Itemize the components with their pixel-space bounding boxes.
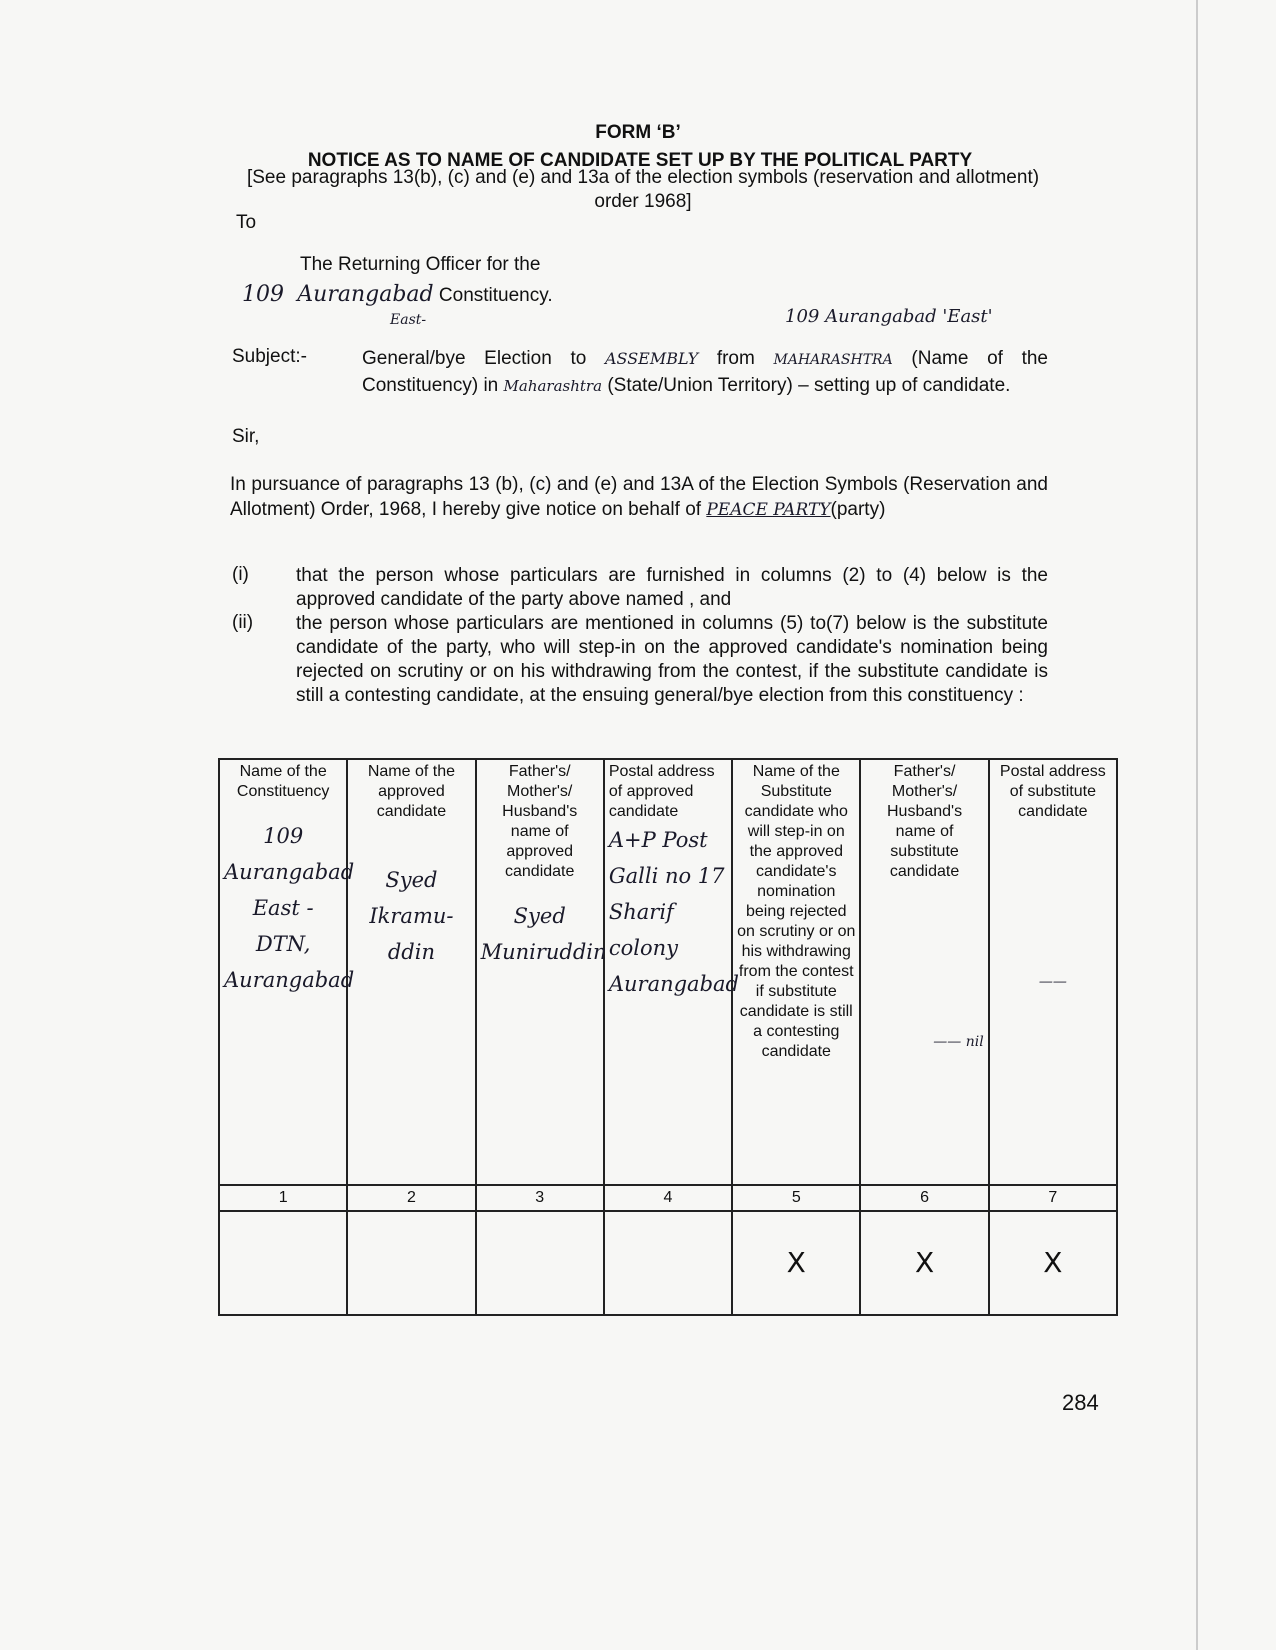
from-value: MAHARASHTRA (773, 352, 893, 368)
column-number: 7 (989, 1185, 1117, 1211)
column-number: 5 (732, 1185, 860, 1211)
column-header: Father's/ Mother's/ Husband's name of approved candidate (502, 763, 578, 880)
party-suffix: (party) (830, 499, 886, 520)
reference-note: [See paragraphs 13(b), (c) and (e) and 13a of the election symbols (reservation and allotment) order 1968] (246, 167, 1040, 212)
constituency-name: Aurangabad (297, 282, 434, 307)
constituency-line (242, 282, 553, 307)
column-header: Name of the approved candidate (367, 763, 455, 820)
clause-1-num: (i) (232, 564, 249, 585)
column-number-row (219, 1185, 1117, 1211)
subject-part: from (716, 348, 755, 369)
subject-label: Subject:- (232, 346, 307, 367)
column-header: Name of the Constituency (236, 763, 330, 800)
table-cell (860, 759, 988, 1185)
table-cell (604, 1211, 732, 1315)
table-cell (989, 759, 1117, 1185)
cell-value: Syed Ikramu-ddin (369, 868, 454, 964)
table-cell (347, 759, 475, 1185)
column-header: Postal address of approved candidate (608, 763, 715, 820)
cell-value: A+P Post Galli no 17 Sharif colony Aurangabad (608, 828, 739, 996)
subject-text (362, 346, 1048, 399)
column-header: Postal address of substitute candidate (999, 763, 1106, 820)
table-cell (732, 759, 860, 1185)
column-number: 3 (476, 1185, 604, 1211)
election-to: ASSEMBLY (604, 349, 699, 368)
table-cell (219, 1211, 347, 1315)
page-number: 284 (1062, 1390, 1099, 1415)
subject-part: (State/Union Territory) – setting up of candidate. (607, 375, 1011, 396)
table-header-row (219, 759, 1117, 1185)
form-title: NOTICE AS TO NAME OF CANDIDATE SET UP BY THE POLITICAL PARTY (307, 150, 973, 171)
to-label: To (236, 212, 257, 233)
subject-part: (Name of the Constituency) in (362, 348, 1048, 396)
cell-value: —— (1038, 974, 1067, 990)
table-cell (347, 1211, 475, 1315)
table-cell (476, 1211, 604, 1315)
body-text: In pursuance of paragraphs 13 (b), (c) and (e) and 13A of the Election Symbols (Reservation and Allotment) Order, 1968, I hereby give notice on behalf of (230, 474, 1048, 520)
table-cell (604, 759, 739, 1185)
scan-edge (1196, 0, 1198, 1650)
column-number: 1 (219, 1185, 347, 1211)
cell-value: 109 Aurangabad East - DTN, Aurangabad (224, 824, 355, 992)
cross-mark: X (989, 1211, 1117, 1315)
column-number: 6 (860, 1185, 988, 1211)
addressee: The Returning Officer for the (300, 254, 541, 275)
clause-1-text: that the person whose particulars are furnished in columns (2) to (4) below is the approved candidate of the party above named , and (296, 565, 1048, 610)
state-value: Maharashtra (503, 377, 603, 395)
column-header: Father's/ Mother's/ Husband's name of substitute candidate (886, 763, 963, 880)
body-paragraph (230, 472, 1048, 523)
party-name: PEACE PARTY (706, 500, 831, 520)
column-header: Name of the Substitute candidate who will step-in on the approved candidate's nomination being rejected on scrutiny or on his withdrawing from the contest if substitute candidate is still a contesting candidate (737, 763, 856, 1060)
table-row (219, 1211, 1117, 1315)
from-above-note: 109 Aurangabad 'East' (785, 306, 993, 327)
cross-mark: X (732, 1211, 860, 1315)
column-number: 4 (604, 1185, 732, 1211)
cell-value: Syed Muniruddin (480, 904, 607, 964)
subject-part: General/bye Election to (362, 348, 587, 369)
constituency-east: East- (390, 312, 427, 328)
table-cell (219, 759, 355, 1185)
constituency-suffix: Constituency. (438, 285, 553, 306)
table-cell (476, 759, 607, 1185)
candidate-table (218, 758, 1118, 1316)
cross-mark: X (860, 1211, 988, 1315)
column-number: 2 (347, 1185, 475, 1211)
clause-2-num: (ii) (232, 612, 254, 633)
form-label: FORM ‘B’ (595, 122, 681, 143)
salutation: Sir, (232, 426, 260, 447)
clause-2-text: the person whose particulars are mentioned in columns (5) to(7) below is the substitute candidate of the party, who will step-in on the approved candidate's nomination being rejected on scrutiny or on his withdrawing from the contest, if the substitute candidate is still a contesting candidate, at the ensuing general/bye election from this constituency : (296, 613, 1048, 706)
cell-value: —— nil (933, 1034, 984, 1050)
constituency-number: 109 (242, 282, 284, 307)
